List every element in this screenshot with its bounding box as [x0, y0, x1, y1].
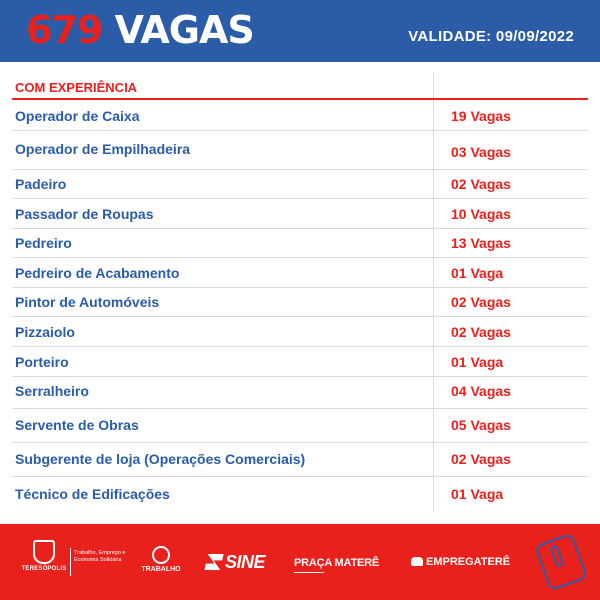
job-quantity: 02 Vagas: [451, 176, 511, 192]
row-divider: [12, 198, 588, 199]
city-crest-icon: [33, 540, 55, 564]
job-quantity: 02 Vagas: [451, 294, 511, 310]
job-quantity: 01 Vaga: [451, 354, 504, 370]
job-quantity: 13 Vagas: [451, 235, 511, 251]
job-title: Pizzaiolo: [15, 324, 75, 340]
job-title: Serralheiro: [15, 383, 89, 399]
sine-logo: [206, 552, 265, 573]
job-title: Porteiro: [15, 354, 69, 370]
teresopolis-name: TERESÓPOLIS: [21, 566, 67, 572]
empregatere-icon: [411, 557, 423, 566]
job-quantity: 10 Vagas: [451, 206, 511, 222]
trabalho-name: TRABALHO: [141, 566, 181, 573]
row-divider: [12, 442, 588, 443]
row-divider: [12, 228, 588, 229]
row-divider: [12, 169, 588, 170]
job-quantity: 02 Vagas: [451, 451, 511, 467]
job-quantity: 04 Vagas: [451, 383, 511, 399]
validity-date: VALIDADE: 09/09/2022: [408, 28, 574, 45]
vacancy-word: VAGAS: [114, 8, 254, 52]
job-title: Pedreiro: [15, 235, 72, 251]
row-divider: [12, 316, 588, 317]
row-divider: [12, 408, 588, 409]
job-quantity: 19 Vagas: [451, 108, 511, 124]
teresopolis-logo: [20, 534, 68, 572]
jobs-table: [0, 62, 600, 524]
job-quantity: 02 Vagas: [451, 324, 511, 340]
sine-name: SINE: [225, 552, 266, 572]
secretaria-text: Trabalho, Emprego e Economia Solidária: [74, 550, 126, 563]
job-quantity: 01 Vaga: [451, 265, 504, 281]
job-title: Padeiro: [15, 176, 67, 192]
job-title: Subgerente de loja (Operações Comerciais): [15, 451, 306, 467]
job-quantity: 05 Vagas: [451, 417, 511, 433]
job-title: Servente de Obras: [15, 417, 139, 433]
touch-hand-icon: [534, 533, 588, 592]
section-divider: [12, 98, 588, 100]
job-quantity: 01 Vaga: [451, 486, 504, 502]
row-divider: [12, 130, 588, 131]
empregatere-logo: [411, 556, 510, 568]
vacancy-count: 679: [26, 8, 103, 52]
page-title: [26, 4, 254, 56]
trabalho-logo: [138, 546, 184, 573]
row-divider: [12, 257, 588, 258]
footer-bar: [0, 524, 600, 600]
job-title: Pedreiro de Acabamento: [15, 265, 180, 281]
row-divider: [12, 376, 588, 377]
sine-mark-icon: [204, 554, 223, 570]
job-title: Passador de Roupas: [15, 206, 154, 222]
row-divider: [12, 287, 588, 288]
section-title: COM EXPERIÊNCIA: [15, 80, 138, 95]
praca-underline: [294, 572, 324, 573]
row-divider: [12, 476, 588, 477]
job-title: Operador de Empilhadeira: [15, 141, 191, 157]
finger-icon: [549, 544, 564, 567]
job-quantity: 03 Vagas: [451, 144, 511, 160]
job-title: Pintor de Automóveis: [15, 294, 160, 310]
praca-matere-logo: PRAÇA MATERÊ: [294, 557, 379, 569]
job-title: Operador de Caixa: [15, 108, 140, 124]
job-title: Técnico de Edificações: [15, 486, 170, 502]
row-divider: [12, 346, 588, 347]
empregatere-name: EMPREGATERÊ: [426, 556, 511, 568]
trabalho-emblem-icon: [152, 546, 170, 564]
logo-divider: [70, 548, 71, 576]
header-bar: [0, 0, 600, 62]
column-divider: [433, 72, 434, 512]
